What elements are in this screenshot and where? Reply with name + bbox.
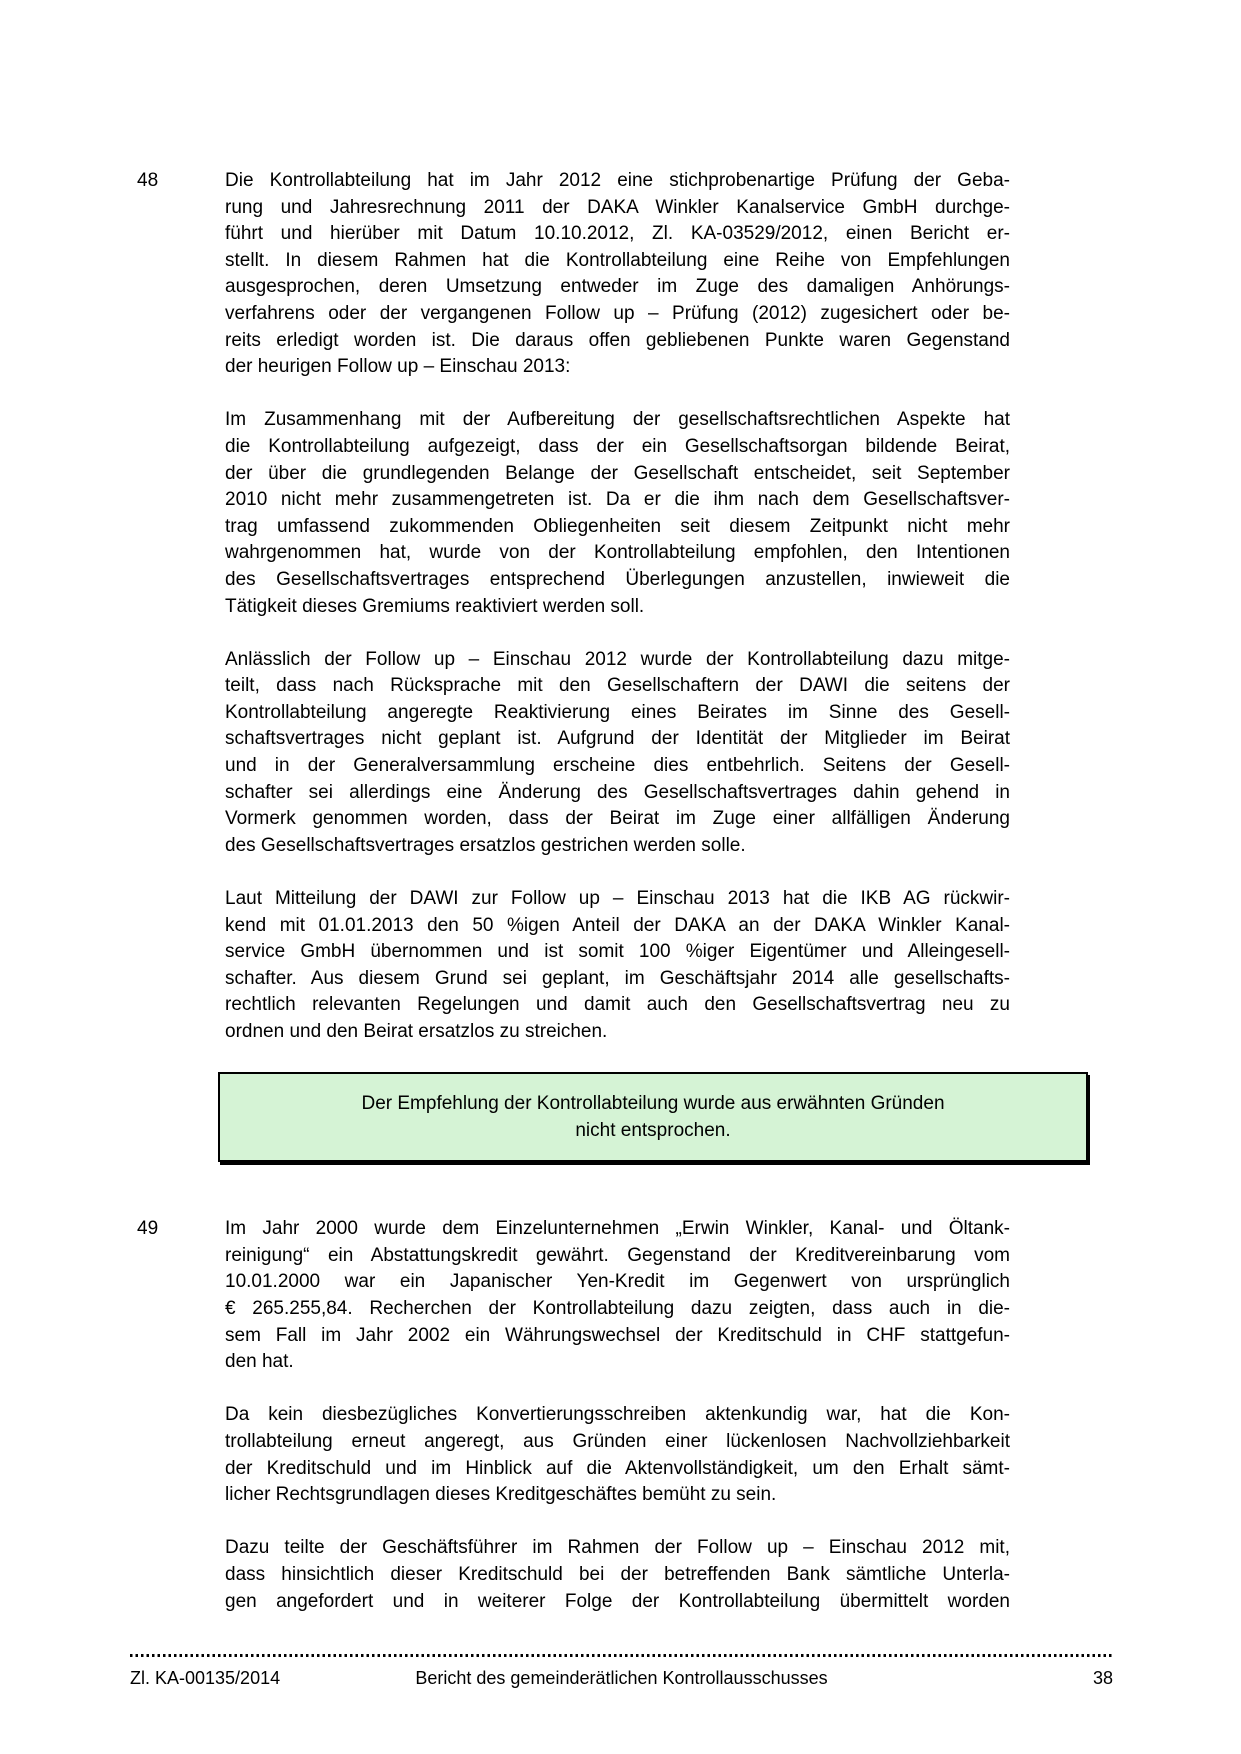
text-line: des Gesellschaftsvertrages entsprechend Überlegungen anzustellen, inwieweit die [225, 568, 1010, 590]
text-line: die Kontrollabteilung aufgezeigt, dass der ein Gesellschaftsorgan bildende Beirat, [225, 435, 1010, 457]
paragraph-number: 49 [137, 1218, 159, 1240]
paragraph-number: 48 [137, 170, 159, 191]
text-line: ordnen und den Beirat ersatzlos zu streichen. [225, 1021, 608, 1042]
text-line: kend mit 01.01.2013 den 50 %igen Anteil der DAKA an der DAKA Winkler Kanal- [225, 914, 1010, 936]
text-line: des Gesellschaftsvertrages ersatzlos gestrichen werden solle. [225, 834, 746, 856]
footer-reference: Zl. KA-00135/2014 [130, 1668, 281, 1688]
text-line: dass hinsichtlich dieser Kreditschuld bei der betreffenden Bank sämtliche Unterla- [225, 1563, 1010, 1585]
text-line: Kontrollabteilung angeregte Reaktivierung eines Beirates im Sinne des Gesell- [225, 701, 1010, 723]
text-line: teilt, dass nach Rücksprache mit den Gesellschaftern der DAWI die seitens der [225, 675, 1010, 697]
text-line: licher Rechtsgrundlagen dieses Kreditgeschäftes bemüht zu sein. [225, 1484, 777, 1506]
text-line: gen angefordert und in weiterer Folge der Kontrollabteilung übermittelt worden [225, 1590, 1010, 1612]
section-49 [0, 1216, 1241, 1615]
text-line: wahrgenommen hat, wurde von der Kontrollabteilung empfohlen, den Intentionen [225, 542, 1010, 564]
text-line: ausgesprochen, deren Umsetzung entweder im Zuge des damaligen Anhörungs- [225, 276, 1010, 298]
body-paragraph [225, 1535, 1010, 1615]
text-line: Laut Mitteilung der DAWI zur Follow up – Einschau 2013 hat die IKB AG rückwir- [225, 888, 1010, 910]
text-line: führt und hierüber mit Datum 10.10.2012, Zl. KA-03529/2012, einen Bericht er- [225, 223, 1010, 245]
section-48 [0, 168, 1241, 1162]
text-line: Im Zusammenhang mit der Aufbereitung der gesellschaftsrechtlichen Aspekte hat [225, 409, 1010, 431]
text-line: sem Fall im Jahr 2002 ein Währungswechsel der Kreditschuld in CHF stattgefun- [225, 1324, 1010, 1346]
text-line: € 265.255,84. Recherchen der Kontrollabteilung dazu zeigten, dass auch in die- [225, 1297, 1010, 1319]
text-line: Im Jahr 2000 wurde dem Einzelunternehmen „Erwin Winkler, Kanal- und Öltank- [225, 1218, 1010, 1240]
footer-page-number: 38 [1092, 1668, 1113, 1688]
text-line: rung und Jahresrechnung 2011 der DAKA Winkler Kanalservice GmbH durchge- [225, 196, 1010, 218]
text-line: schaftsvertrages nicht geplant ist. Aufgrund der Identität der Mitglieder im Beirat [225, 728, 1010, 750]
body-paragraph [225, 407, 1010, 620]
text-line: Da kein diesbezügliches Konvertierungsschreiben aktenkundig war, hat die Kon- [225, 1404, 1010, 1426]
recommendation-callout [218, 1072, 1088, 1162]
text-line: Tätigkeit dieses Gremiums reaktiviert werden soll. [225, 595, 645, 617]
body-paragraph [225, 886, 1010, 1046]
callout-text-line: Der Empfehlung der Kontrollabteilung wurde aus erwähnten Gründen [361, 1093, 945, 1115]
text-line: service GmbH übernommen und ist somit 100 %iger Eigentümer und Alleingesell- [225, 941, 1010, 963]
text-line: reits erledigt worden ist. Die daraus offen gebliebenen Punkte waren Gegenstand [225, 329, 1010, 351]
text-line: der heurigen Follow up – Einschau 2013: [225, 356, 571, 378]
document-body [0, 168, 1241, 1642]
footer-title: Bericht des gemeinderätlichen Kontrollausschusses [415, 1668, 828, 1688]
text-line: trollabteilung erneut angeregt, aus Gründen einer lückenlosen Nachvollziehbarkeit [225, 1430, 1010, 1452]
text-line: Dazu teilte der Geschäftsführer im Rahmen der Follow up – Einschau 2012 mit, [225, 1537, 1010, 1559]
text-line: der Kreditschuld und im Hinblick auf die Aktenvollständigkeit, um den Erhalt sämt- [225, 1457, 1010, 1479]
text-line: Vormerk genommen worden, dass der Beirat im Zuge einer allfälligen Änderung [225, 808, 1010, 830]
text-line: der über die grundlegenden Belange der Gesellschaft entscheidet, seit September [225, 462, 1010, 484]
callout-text-line: nicht entsprochen. [575, 1120, 731, 1142]
text-line: schafter. Aus diesem Grund sei geplant, im Geschäftsjahr 2014 alle gesellschafts- [225, 967, 1010, 989]
text-line: stellt. In diesem Rahmen hat die Kontrollabteilung eine Reihe von Empfehlungen [225, 249, 1010, 271]
text-line: 2010 nicht mehr zusammengetreten ist. Da er die ihm nach dem Gesellschaftsver- [225, 489, 1010, 511]
section-body [225, 168, 1010, 1162]
text-line: 10.01.2000 war ein Japanischer Yen-Kredit im Gegenwert von ursprünglich [225, 1271, 1010, 1293]
body-paragraph [225, 1402, 1010, 1508]
text-line: trag umfassend zukommenden Obliegenheiten seit diesem Zeitpunkt nicht mehr [225, 515, 1010, 537]
text-line: Die Kontrollabteilung hat im Jahr 2012 eine stichprobenartige Prüfung der Geba- [225, 170, 1010, 191]
body-paragraph [225, 1216, 1010, 1376]
text-line: rechtlich relevanten Regelungen und damit auch den Gesellschaftsvertrag neu zu [225, 994, 1010, 1016]
body-paragraph [225, 168, 1010, 381]
section-body [225, 1216, 1010, 1615]
body-paragraph [225, 647, 1010, 860]
text-line: reinigung“ ein Abstattungskredit gewährt. Gegenstand der Kreditvereinbarung vom [225, 1244, 1010, 1266]
text-line: den hat. [225, 1351, 294, 1373]
text-line: und in der Generalversammlung erscheine dies entbehrlich. Seitens der Gesell- [225, 755, 1010, 777]
footer-divider [130, 1654, 1113, 1657]
text-line: Anlässlich der Follow up – Einschau 2012 wurde der Kontrollabteilung dazu mitge- [225, 648, 1010, 670]
text-line: schafter sei allerdings eine Änderung des Gesellschaftsvertrages dahin gehend in [225, 781, 1010, 803]
text-line: verfahrens oder der vergangenen Follow up – Prüfung (2012) zugesichert oder be- [225, 302, 1010, 324]
